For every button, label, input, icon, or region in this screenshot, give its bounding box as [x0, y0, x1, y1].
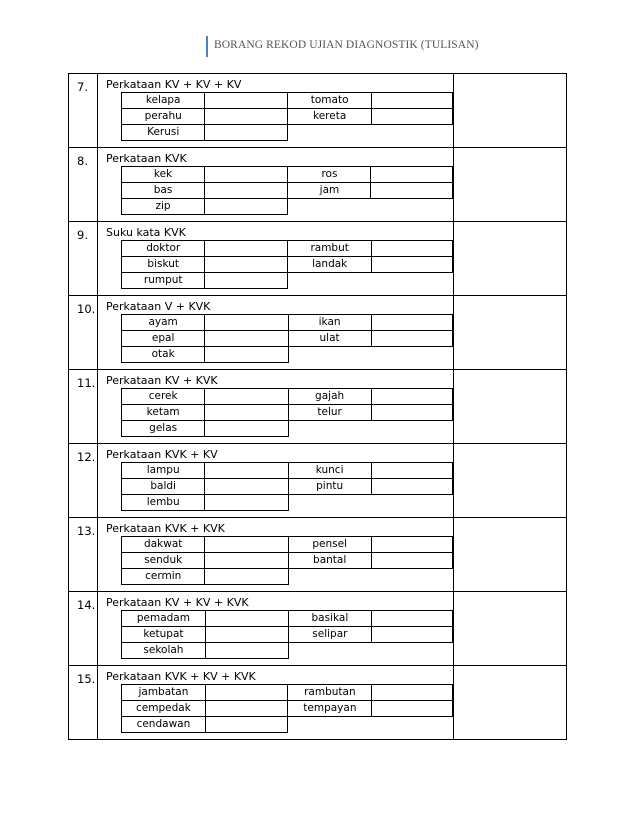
- word-cell: ketam: [122, 405, 205, 421]
- answer-cell[interactable]: [205, 701, 288, 717]
- section-number: 7.: [69, 74, 98, 148]
- empty-cell: [288, 347, 452, 363]
- section-row: [69, 592, 567, 666]
- remarks-cell[interactable]: [454, 666, 567, 740]
- answer-cell[interactable]: [371, 479, 452, 495]
- section-content: [98, 592, 454, 666]
- word-row: [122, 463, 453, 479]
- answer-cell[interactable]: [371, 405, 452, 421]
- word-grid: [121, 610, 453, 659]
- section-content: [98, 370, 454, 444]
- answer-cell[interactable]: [372, 627, 453, 643]
- answer-cell[interactable]: [371, 389, 452, 405]
- remarks-cell[interactable]: [454, 148, 567, 222]
- word-cell: doktor: [122, 241, 205, 257]
- answer-cell[interactable]: [205, 643, 288, 659]
- word-cell: cerek: [122, 389, 205, 405]
- answer-cell[interactable]: [205, 717, 288, 733]
- section-number: 15.: [69, 666, 98, 740]
- word-cell: landak: [288, 257, 371, 273]
- answer-cell[interactable]: [205, 389, 288, 405]
- section-number: 13.: [69, 518, 98, 592]
- word-row: [122, 569, 453, 585]
- section-title: Perkataan KV + KV + KV: [106, 78, 242, 91]
- word-cell: tempayan: [288, 701, 372, 717]
- section-title: Perkataan KVK + KV + KVK: [106, 670, 256, 683]
- word-row: [122, 257, 453, 273]
- word-row: [122, 627, 453, 643]
- word-cell: ulat: [288, 331, 371, 347]
- word-cell: biskut: [122, 257, 205, 273]
- section-number: 10.: [69, 296, 98, 370]
- section-title: Perkataan KVK + KV: [106, 448, 218, 461]
- empty-cell: [288, 569, 453, 585]
- word-row: [122, 93, 453, 109]
- answer-cell[interactable]: [205, 109, 288, 125]
- empty-cell: [288, 421, 452, 437]
- word-cell: bas: [122, 183, 205, 199]
- section-content: [98, 296, 454, 370]
- word-row: [122, 717, 453, 733]
- answer-cell[interactable]: [371, 167, 453, 183]
- word-grid: [121, 92, 453, 141]
- section-row: [69, 444, 567, 518]
- word-cell: selipar: [288, 627, 371, 643]
- word-cell: gelas: [122, 421, 205, 437]
- word-cell: senduk: [122, 553, 205, 569]
- word-cell: pintu: [288, 479, 371, 495]
- section-number: 8.: [69, 148, 98, 222]
- section-content: [98, 444, 454, 518]
- word-cell: perahu: [122, 109, 205, 125]
- word-row: [122, 389, 453, 405]
- word-row: [122, 273, 453, 289]
- remarks-cell[interactable]: [454, 592, 567, 666]
- answer-cell[interactable]: [205, 125, 288, 141]
- answer-cell[interactable]: [371, 109, 452, 125]
- word-row: [122, 167, 453, 183]
- section-title: Suku kata KVK: [106, 226, 186, 239]
- word-row: [122, 495, 453, 511]
- word-row: [122, 125, 453, 141]
- answer-cell[interactable]: [205, 199, 288, 215]
- section-content: [98, 148, 454, 222]
- header-accent-bar: [206, 36, 208, 57]
- answer-cell[interactable]: [205, 241, 288, 257]
- section-content: [98, 222, 454, 296]
- section-title: Perkataan KV + KVK: [106, 374, 218, 387]
- empty-cell: [288, 273, 453, 289]
- answer-cell[interactable]: [371, 537, 452, 553]
- word-cell: cempedak: [122, 701, 206, 717]
- word-cell: rambut: [288, 241, 371, 257]
- word-row: [122, 331, 453, 347]
- answer-cell[interactable]: [205, 257, 288, 273]
- remarks-cell[interactable]: [454, 518, 567, 592]
- answer-cell[interactable]: [205, 479, 288, 495]
- section-row: [69, 296, 567, 370]
- word-row: [122, 553, 453, 569]
- word-grid: [121, 684, 453, 733]
- section-number: 14.: [69, 592, 98, 666]
- word-cell: gajah: [288, 389, 371, 405]
- word-grid: [121, 536, 453, 585]
- answer-cell[interactable]: [205, 463, 288, 479]
- word-cell: kunci: [288, 463, 371, 479]
- answer-cell[interactable]: [205, 167, 288, 183]
- answer-cell[interactable]: [372, 685, 453, 701]
- answer-cell[interactable]: [205, 611, 288, 627]
- word-cell: kek: [122, 167, 205, 183]
- section-title: Perkataan KVK + KVK: [106, 522, 225, 535]
- section-content: [98, 74, 454, 148]
- section-row: [69, 148, 567, 222]
- word-cell: ketupat: [122, 627, 206, 643]
- word-row: [122, 611, 453, 627]
- word-grid: [121, 388, 453, 437]
- word-row: [122, 109, 453, 125]
- word-grid: [121, 240, 453, 289]
- word-cell: ayam: [122, 315, 205, 331]
- word-cell: cermin: [122, 569, 205, 585]
- word-row: [122, 701, 453, 717]
- answer-cell[interactable]: [205, 685, 288, 701]
- answer-cell[interactable]: [371, 331, 452, 347]
- word-cell: kelapa: [122, 93, 205, 109]
- word-cell: sekolah: [122, 643, 206, 659]
- answer-cell[interactable]: [372, 611, 453, 627]
- word-cell: zip: [122, 199, 205, 215]
- word-cell: dakwat: [122, 537, 205, 553]
- answer-cell[interactable]: [205, 537, 288, 553]
- word-row: [122, 537, 453, 553]
- word-row: [122, 685, 453, 701]
- empty-cell: [288, 199, 453, 215]
- empty-cell: [288, 717, 453, 733]
- word-cell: baldi: [122, 479, 205, 495]
- word-cell: Kerusi: [122, 125, 205, 141]
- empty-cell: [288, 125, 453, 141]
- answer-cell[interactable]: [371, 257, 452, 273]
- remarks-cell[interactable]: [454, 296, 567, 370]
- word-cell: jam: [288, 183, 371, 199]
- answer-cell[interactable]: [205, 183, 288, 199]
- answer-cell[interactable]: [205, 347, 288, 363]
- word-row: [122, 643, 453, 659]
- answer-cell[interactable]: [371, 183, 453, 199]
- section-title: Perkataan V + KVK: [106, 300, 211, 313]
- empty-cell: [288, 643, 452, 659]
- answer-cell[interactable]: [371, 315, 452, 331]
- word-row: [122, 347, 453, 363]
- answer-cell[interactable]: [205, 627, 288, 643]
- answer-cell[interactable]: [205, 553, 288, 569]
- word-row: [122, 315, 453, 331]
- answer-cell[interactable]: [205, 569, 288, 585]
- word-cell: lembu: [122, 495, 205, 511]
- word-row: [122, 241, 453, 257]
- word-cell: telur: [288, 405, 371, 421]
- remarks-cell[interactable]: [454, 74, 567, 148]
- answer-cell[interactable]: [205, 93, 288, 109]
- word-row: [122, 199, 453, 215]
- page-header: [0, 0, 638, 60]
- word-grid: [121, 314, 453, 363]
- section-row: [69, 74, 567, 148]
- word-cell: bantal: [288, 553, 371, 569]
- section-content: [98, 666, 454, 740]
- answer-cell[interactable]: [205, 331, 288, 347]
- word-cell: cendawan: [122, 717, 206, 733]
- word-row: [122, 183, 453, 199]
- word-row: [122, 479, 453, 495]
- word-cell: ikan: [288, 315, 371, 331]
- word-cell: lampu: [122, 463, 205, 479]
- word-cell: rambutan: [288, 685, 372, 701]
- word-cell: jambatan: [122, 685, 206, 701]
- word-cell: basikal: [288, 611, 371, 627]
- section-title: Perkataan KVK: [106, 152, 187, 165]
- answer-cell[interactable]: [371, 553, 452, 569]
- word-cell: rumput: [122, 273, 205, 289]
- answer-cell[interactable]: [371, 463, 452, 479]
- word-grid: [121, 462, 453, 511]
- answer-cell[interactable]: [205, 495, 288, 511]
- section-row: [69, 222, 567, 296]
- answer-cell[interactable]: [371, 93, 452, 109]
- word-cell: ros: [288, 167, 371, 183]
- answer-cell[interactable]: [205, 273, 288, 289]
- word-cell: pemadam: [122, 611, 206, 627]
- empty-cell: [288, 495, 452, 511]
- word-row: [122, 421, 453, 437]
- word-cell: tomato: [288, 93, 371, 109]
- section-content: [98, 518, 454, 592]
- answer-cell[interactable]: [205, 315, 288, 331]
- section-number: 11.: [69, 370, 98, 444]
- remarks-cell[interactable]: [454, 222, 567, 296]
- section-title: Perkataan KV + KV + KVK: [106, 596, 249, 609]
- word-cell: epal: [122, 331, 205, 347]
- section-number: 12.: [69, 444, 98, 518]
- answer-cell[interactable]: [371, 241, 452, 257]
- remarks-cell[interactable]: [454, 370, 567, 444]
- word-row: [122, 405, 453, 421]
- answer-cell[interactable]: [205, 421, 288, 437]
- remarks-cell[interactable]: [454, 444, 567, 518]
- section-row: [69, 518, 567, 592]
- record-table: [68, 73, 567, 740]
- word-grid: [121, 166, 453, 215]
- section-number: 9.: [69, 222, 98, 296]
- answer-cell[interactable]: [372, 701, 453, 717]
- answer-cell[interactable]: [205, 405, 288, 421]
- header-title: BORANG REKOD UJIAN DIAGNOSTIK (TULISAN): [214, 39, 479, 51]
- section-row: [69, 666, 567, 740]
- word-cell: pensel: [288, 537, 371, 553]
- section-row: [69, 370, 567, 444]
- word-cell: kereta: [288, 109, 371, 125]
- word-cell: otak: [122, 347, 205, 363]
